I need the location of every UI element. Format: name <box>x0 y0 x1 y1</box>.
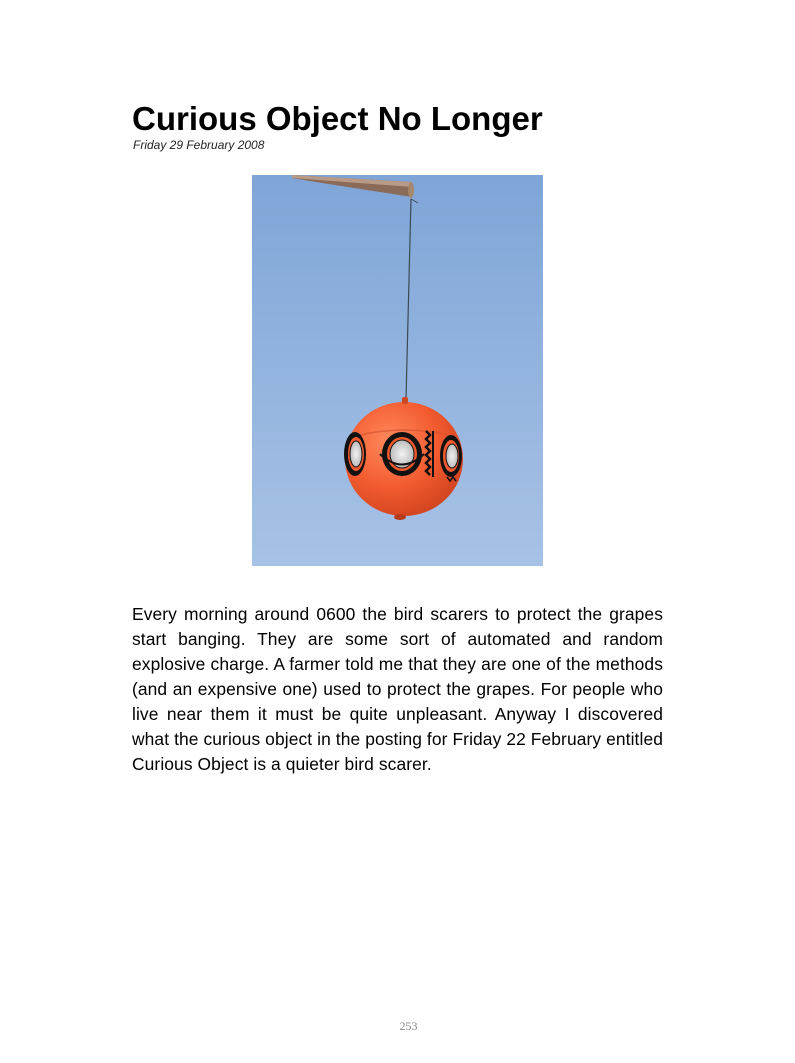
article-title: Curious Object No Longer <box>132 100 543 137</box>
page-number: 253 <box>399 1019 418 1033</box>
left-eye-pattern <box>344 432 366 476</box>
right-eye-pattern <box>440 435 462 477</box>
article-body: Every morning around 0600 the bird scarers to protect the grapes start banging. They are some sort of automated and random explosive charge. A farmer told me that they are one of the methods (and an expensive one) used to protect the grapes. For people who live near them it must be quite unpleasant. Anyway I discovered what the curious object in the posting for Friday 22 February entitled Curious Object is a quieter bird scarer. <box>132 604 663 774</box>
article-date: Friday 29 February 2008 <box>133 138 265 152</box>
bird-scarer-photo <box>252 175 543 566</box>
